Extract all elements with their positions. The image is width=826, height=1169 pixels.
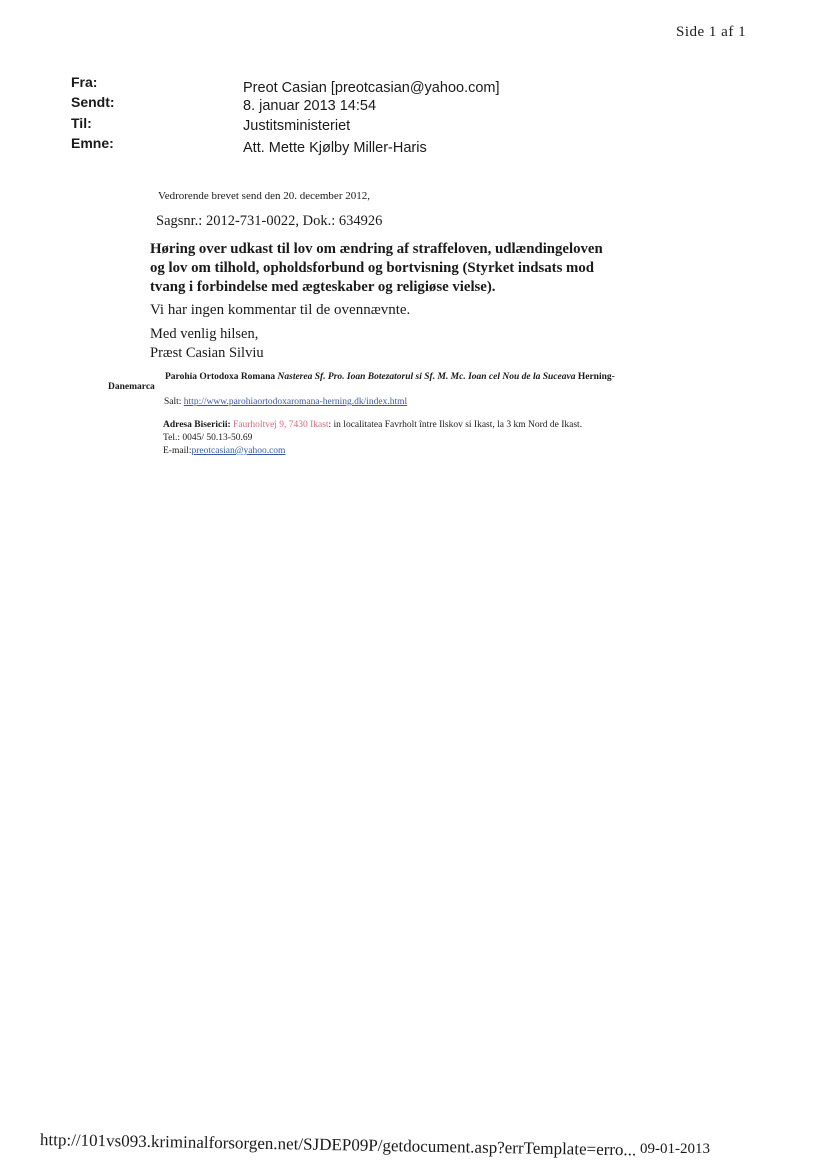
signer-name: Præst Casian Silviu: [150, 345, 264, 361]
subject-value: Att. Mette Kjølby Miller-Haris: [243, 140, 427, 156]
parish-name-bold: Parohia Ortodoxa Romana: [165, 372, 276, 382]
subject-label: Emne:: [71, 135, 114, 151]
sent-value: 8. januar 2013 14:54: [243, 98, 377, 114]
case-number: Sagsnr.: 2012-731-0022, Dok.: 634926: [156, 213, 383, 229]
sent-label: Sendt:: [71, 94, 115, 110]
body-text: Vi har ingen kommentar til de ovennævnte.: [150, 302, 411, 318]
address-note: : in localitatea Favrholt între Ilskov si Ikast, la 3 km Nord de Ikast.: [328, 420, 583, 430]
greeting: Med venlig hilsen,: [150, 326, 259, 342]
footer-date: 09-01-2013: [640, 1141, 710, 1157]
address-value: Faurholtvej 9, 7430 Ikast: [233, 420, 329, 430]
from-label: Fra:: [71, 74, 98, 90]
from-value: Preot Casian [preotcasian@yahoo.com]: [243, 80, 500, 96]
address-label: Adresa Bisericii:: [163, 420, 231, 430]
site-label: Salt:: [164, 397, 182, 407]
letter-subject-line-3: tvang i forbindelse med ægteskaber og religiøse vielse).: [150, 279, 496, 295]
address-line: [163, 420, 582, 430]
site-link[interactable]: http://www.parohiaortodoxaromana-herning.dk/index.html: [183, 397, 408, 407]
parish-country: Danemarca: [108, 382, 155, 392]
to-value: Justitsministeriet: [243, 118, 351, 134]
parish-name-tail: Herning-: [577, 372, 615, 382]
parish-name: [165, 372, 615, 382]
reference-line: Vedrorende brevet send den 20. december 2012,: [158, 190, 370, 202]
email-link[interactable]: preotcasian@yahoo.com: [191, 446, 286, 456]
site-line: [164, 397, 407, 407]
email-label: E-mail:: [163, 446, 192, 456]
parish-name-italic: Nasterea Sf. Pro. Ioan Botezatorul si Sf. M. Mc. Ioan cel Nou de la Suceava: [277, 372, 576, 382]
email-line: [163, 446, 285, 456]
footer-url: http://101vs093.kriminalforsorgen.net/SJDEP09P/getdocument.asp?errTemplate=erro...: [39, 1130, 637, 1160]
to-label: Til:: [71, 115, 92, 131]
letter-subject-line-2: og lov om tilhold, opholdsforbund og bortvisning (Styrket indsats mod: [150, 260, 595, 276]
phone-line: Tel.: 0045/ 50.13-50.69: [163, 433, 253, 443]
page-number: Side 1 af 1: [676, 24, 747, 40]
letter-subject-line-1: Høring over udkast til lov om ændring af straffeloven, udlændingeloven: [150, 241, 603, 257]
